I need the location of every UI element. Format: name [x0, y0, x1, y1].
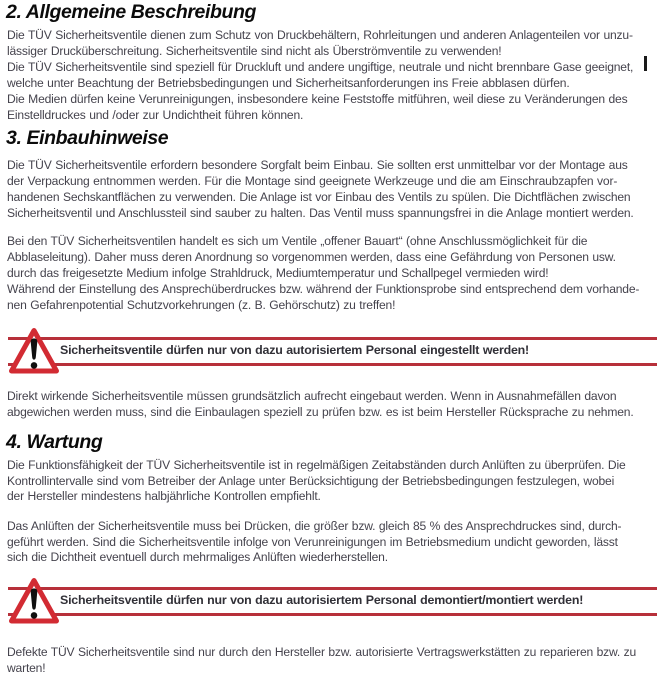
exclamation-dot — [31, 362, 38, 369]
paragraph-einbau-2 — [7, 233, 639, 313]
text-line: Die TÜV Sicherheitsventile dienen zum Schutz von Druckbehältern, Rohrleitungen und anderen Anlagenteilen vor unzu- — [7, 28, 633, 42]
warning-banner-einstellen — [0, 327, 662, 375]
text-line: geführt werden. Sind die Sicherheitsventile infolge von Verunreinigungen im Betriebsmedium undicht geworden, lässt — [7, 534, 618, 549]
text-line: der Hersteller mindestens halbjährliche Kontrollen empfiehlt. — [7, 489, 321, 503]
warning-bottom-rule — [8, 613, 657, 616]
text-line: Abblaseleitung). Daher muss deren Anordnung so vorgenommen werden, dass eine Gefährdung von Personen usw. — [7, 250, 616, 264]
text-line: Einstelldruckes und /oder zur Undichtheit führen können. — [7, 108, 304, 122]
text-line: Defekte TÜV Sicherheitsventile sind nur durch den Hersteller bzw. autorisierte Vertragswerkstätten zu reparieren bzw. zu — [7, 645, 637, 659]
section-heading-einbauhinweise: 3. Einbauhinweise — [6, 127, 169, 149]
text-line: Die Funktionsfähigkeit der TÜV Sicherheitsventile ist in regelmäßigen Zeitabständen durch Anlüften zu überprüfen. Die — [7, 458, 626, 472]
text-line: Bei den TÜV Sicherheitsventilen handelt es sich um Ventile „offener Bauart“ (ohne Anschlussmöglichkeit für die — [7, 234, 588, 248]
warning-text: Sicherheitsventile dürfen nur von dazu autorisiertem Personal demontiert/montiert werden! — [60, 593, 584, 607]
text-line: Während der Einstellung des Ansprechüberdruckes bzw. während der Funktionsprobe sind entsprechend dem vorhande- — [7, 282, 640, 296]
text-line: warten! — [7, 660, 46, 675]
text-cursor-artifact — [644, 56, 647, 71]
warning-text: Sicherheitsventile dürfen nur von dazu autorisiertem Personal eingestellt werden! — [60, 343, 529, 357]
exclamation-dot — [31, 612, 38, 619]
text-line: Die TÜV Sicherheitsventile sind speziell für Druckluft und andere ungiftige, neutrale und nicht brennbare Gase geeignet, — [7, 60, 634, 74]
text-line: Das Anlüften der Sicherheitsventile muss bei Drücken, die größer bzw. gleich 85 % des Ansprechdruckes sind, durch- — [7, 519, 622, 533]
text-line: Direkt wirkende Sicherheitsventile müssen grundsätzlich aufrecht eingebaut werden. Wenn in Ausnahmefällen davon — [7, 389, 617, 403]
paragraph-wartung-3 — [7, 645, 636, 676]
section-heading-wartung: 4. Wartung — [6, 431, 103, 453]
text-line: handenen Sechskantflächen zu verwenden. Die Anlage ist vor Einbau des Ventils zu spülen. Die Dichtflächen zwischen — [7, 190, 631, 204]
text-line: lässiger Drucküberschreitung. Sicherheitsventile sind nicht als Überströmventile zu verwenden! — [7, 44, 502, 58]
warning-top-rule — [8, 337, 657, 340]
warning-triangle-icon — [8, 327, 60, 375]
text-line: Sicherheitsventil und Anschlussteil sind sauber zu halten. Das Ventil muss spannungsfrei in die Anlage montiert werden. — [7, 206, 634, 220]
paragraph-wartung-2 — [7, 519, 621, 566]
section-heading-allgemeine-beschreibung: 2. Allgemeine Beschreibung — [6, 1, 257, 23]
text-line: durch das freigesetzte Medium infolge Strahldruck, Mediumtemperatur und Schallpegel vermieden wird! — [7, 266, 549, 280]
text-line: der Verpackung entnommen werden. Für die Montage sind geeignete Werkzeuge und die am Einschraubzapfen vor- — [7, 174, 618, 188]
text-line: Die Medien dürfen keine Verunreinigungen, insbesondere keine Feststoffe mitführen, weil diese zu Veränderungen des — [7, 92, 628, 106]
text-line: abgewichen werden muss, sind die Einbaulagen speziell zu prüfen bzw. es ist beim Hersteller Rücksprache zu nehmen. — [7, 405, 634, 419]
text-line: sich die Dichtheit eventuell durch mehrmaliges Anlüften wiederherstellen. — [7, 550, 388, 564]
text-line: Kontrollintervalle sind vom Betreiber der Anlage unter Berücksichtigung der Betriebsbedingungen festzulegen, wobei — [7, 473, 615, 488]
paragraph-allgemeine-beschreibung — [7, 27, 633, 123]
paragraph-einbau-1 — [7, 157, 634, 221]
warning-bottom-rule — [8, 363, 657, 366]
paragraph-einbau-3 — [7, 388, 634, 420]
warning-banner-montieren — [0, 577, 662, 625]
text-line: nen Gefahrenpotential Schutzvorkehrungen (z. B. Gehörschutz) zu treffen! — [7, 298, 396, 312]
paragraph-wartung-1 — [7, 458, 626, 505]
warning-triangle-icon — [8, 577, 60, 625]
text-line: Die TÜV Sicherheitsventile erfordern besondere Sorgfalt beim Einbau. Sie sollten erst unmittelbar vor der Montage aus — [7, 158, 628, 172]
warning-top-rule — [8, 587, 657, 590]
text-line: welche unter Beachtung der Betriebsbedingungen und Sicherheitsanforderungen ins Freie abblasen dürfen. — [7, 76, 570, 90]
